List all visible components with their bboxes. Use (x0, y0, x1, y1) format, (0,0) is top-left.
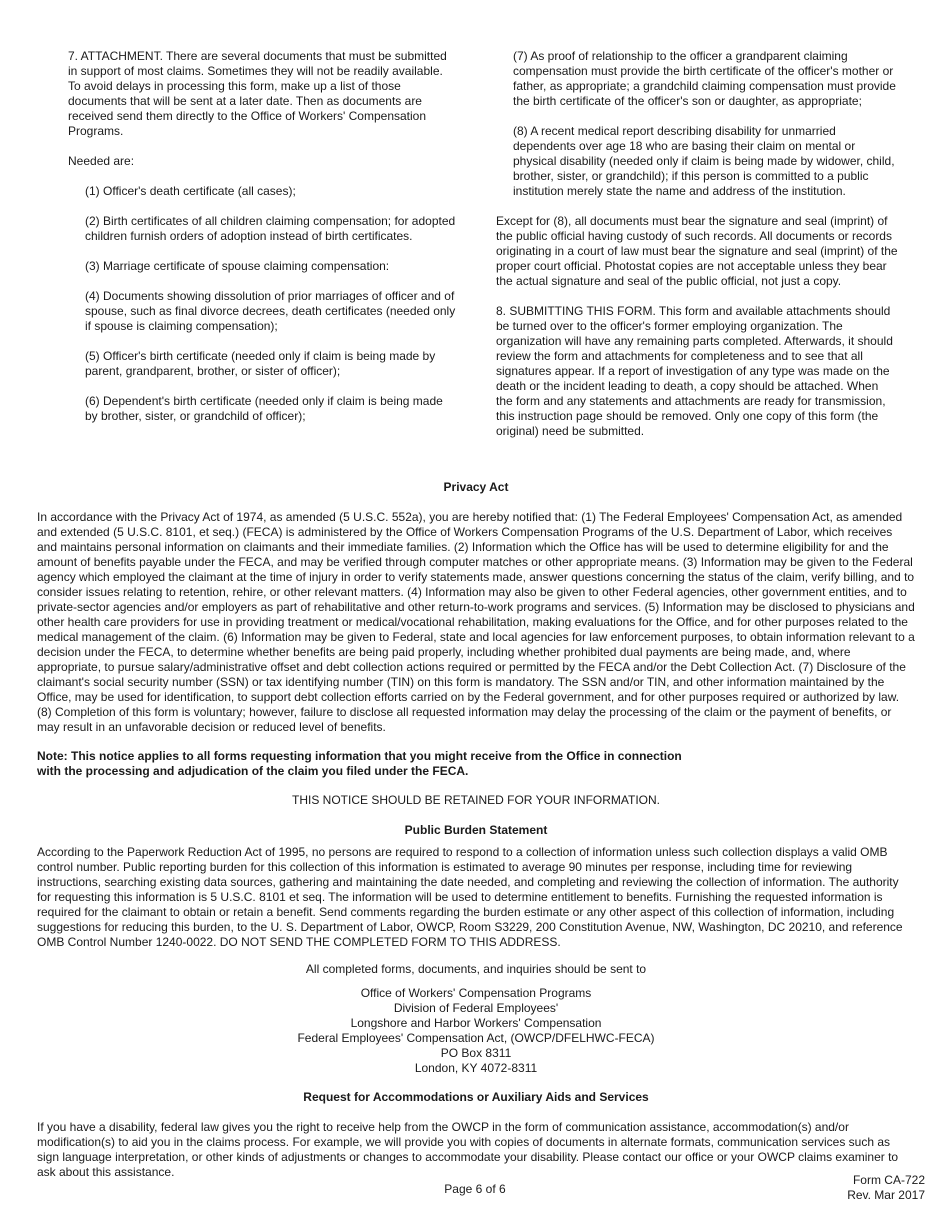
attachment-item-2: (2) Birth certificates of all children claiming compensation; for adopted children furnish orders of adoption instead of birth certificates. (85, 214, 456, 243)
sent-to-label: All completed forms, documents, and inquiries should be sent to (305, 962, 647, 976)
privacy-body: In accordance with the Privacy Act of 1974, as amended (5 U.S.C. 552a), you are hereby notified that: (1) The Federal Employees' Compensation Act, as amended and extended (5 U.S.C. 8101, et seq.) (FECA) is administered by the Office of Workers Compensation Programs of the U.S. Department of Labor, which receives and maintains personal information on claimants and their immediate families. (2) Information which the Office has will be used to determine eligibility for and the amount of benefits payable under the FECA, and may be verified through computer matches or other appropriate means. (3) Information may be given to the Federal agency which employed the claimant at the time of injury in order to verify statements made, answer questions concerning the status of the claim, verify billing, and to consider issues relating to retention, rehire, or other relevant matters. (4) Information may also be given to other Federal agencies, other government entities, and to private-sector agencies and/or employers as part of rehabilitative and other return-to-work programs and services. (5) Information may be disclosed to physicians and other health care providers for use in providing treatment or medical/vocational rehabilitation, making evaluations for the Office, and for other purposes related to the medical management of the claim. (6) Information may be given to Federal, state and local agencies for law enforcement purposes, to obtain information relevant to a decision under the FECA, to determine whether benefits are being paid properly, including whether prohibited dual payments are being made, and, where appropriate, to pursue salary/administrative offset and debt collection actions required or permitted by the FECA and/or the Debt Collection Act. (7) Disclosure of the claimant's social security number (SSN) or tax identifying number (TIN) on this form is mandatory. The SSN and/or TIN, and other information maintained by the Office, may be used for identification, to support debt collection efforts carried on by the Federal government, and for other purposes required or authorized by law. (8) Completion of this form is voluntary; however, failure to disclose all requested information may delay the processing of the claim or the payment of benefits, or may result in an unfavorable decision or reduced level of benefits. (37, 510, 915, 734)
address-line-5: PO Box 8311 (440, 1046, 512, 1060)
form-revision: Rev. Mar 2017 (847, 1188, 925, 1202)
attachment-except-note: Except for (8), all documents must bear the signature and seal (imprint) of the public official having custody of such records. All documents or records originating in a court of law must bear the signature and seal (imprint) of the proper court official. Photostat copies are not acceptable unless they bear the actual signature and seal of the public official, not just a copy. (496, 214, 898, 288)
accommodations-body: If you have a disability, federal law gives you the right to receive help from the OWCP in the form of communication assistance, accommodation(s) and/or modification(s) to aid you in the claims process. For example, we will provide you with copies of documents in alternate formats, communication services such as sign language interpretation, or other kinds of adjustments or changes to accommodate your disability. Please contact our office or your OWCP claims examiner to ask about this assistance. (37, 1120, 899, 1179)
attachment-item-8: (8) A recent medical report describing disability for unmarried dependents over age 18 who are basing their claim on mental or physical disability (needed only if claim is being made by widower, child, brother, sister, or grandchild); if this person is committed to a public institution merely state the name and address of the institution. (513, 124, 895, 198)
address-line-1: Office of Workers' Compensation Programs (360, 986, 592, 1000)
address-line-3: Longshore and Harbor Workers' Compensation (350, 1016, 602, 1030)
needed-label: Needed are: (68, 154, 135, 168)
page-number: Page 6 of 6 (444, 1182, 506, 1196)
address-line-4: Federal Employees' Compensation Act, (OWCP/DFELHWC-FECA) (297, 1031, 655, 1045)
submitting-section: 8. SUBMITTING THIS FORM. This form and available attachments should be turned over to the officer's former employing organization. The organization will have any remaining parts completed. Afterwards, it should review the form and attachments for completeness and to see that all signatures appear. If a report of investigation of any type was made on the death or the incident leading to death, a copy should be attached. When the form and any statements and attachments are ready for transmission, this instruction page should be removed. Only one copy of this form (the original) need be submitted. (496, 304, 893, 438)
privacy-note-line-1: Note: This notice applies to all forms requesting information that you might receive from the Office in connection (37, 749, 682, 763)
burden-heading: Public Burden Statement (404, 823, 548, 837)
attachment-item-1: (1) Officer's death certificate (all cases); (85, 184, 296, 198)
mailing-address (37, 986, 915, 1076)
attachment-item-4: (4) Documents showing dissolution of prior marriages of officer and of spouse, such as final divorce decrees, death certificates (needed only if spouse is claiming compensation); (85, 289, 456, 333)
attachment-intro: 7. ATTACHMENT. There are several documents that must be submitted in support of most claims. Sometimes they will not be readily available. To avoid delays in processing this form, make up a list of those documents that will be sent at a later date. Then as documents are received send them directly to the Office of Workers' Compensation Programs. (68, 49, 447, 138)
attachment-item-3: (3) Marriage certificate of spouse claiming compensation: (85, 259, 390, 273)
attachment-item-5: (5) Officer's birth certificate (needed only if claim is being made by parent, grandparent, brother, or sister of officer); (85, 349, 436, 378)
form-id (847, 1173, 925, 1203)
accommodations-heading: Request for Accommodations or Auxiliary Aids and Services (303, 1090, 649, 1104)
form-number: Form CA-722 (852, 1173, 925, 1187)
privacy-heading: Privacy Act (443, 480, 509, 494)
attachment-item-6: (6) Dependent's birth certificate (needed only if claim is being made by brother, sister, or grandchild of officer); (85, 394, 443, 423)
privacy-note (37, 749, 915, 779)
attachment-item-7: (7) As proof of relationship to the officer a grandparent claiming compensation must provide the birth certificate of the officer's mother or father, as appropriate; a grandchild claiming compensation must provide the birth certificate of the officer's son or daughter, as appropriate; (513, 49, 896, 108)
address-line-2: Division of Federal Employees' (393, 1001, 559, 1015)
address-line-6: London, KY 4072-8311 (414, 1061, 538, 1075)
privacy-note-line-2: with the processing and adjudication of the claim you filed under the FECA. (37, 764, 469, 778)
left-column (68, 49, 458, 439)
right-column (496, 49, 898, 454)
retain-notice: THIS NOTICE SHOULD BE RETAINED FOR YOUR INFORMATION. (291, 793, 661, 807)
burden-body: According to the Paperwork Reduction Act of 1995, no persons are required to respond to a collection of information unless such collection displays a valid OMB control number. Public reporting burden for this collection of this information is estimated to average 90 minutes per response, including time for reviewing instructions, searching existing data sources, gathering and maintaining the date needed, and completing and reviewing the collection of information. The authority for requesting this information is 5 U.S.C. 8101 et seq. The information will be used to determine entitlement to benefits. Furnishing the requested information is required for the claimant to obtain or retain a benefit. Send comments regarding the burden estimate or any other aspect of this collection of information, including suggestions for reducing this burden, to the U. S. Department of Labor, OWCP, Room S3229, 200 Constitution Avenue, NW, Washington, DC 20210, and reference OMB Control Number 1240-0022. DO NOT SEND THE COMPLETED FORM TO THIS ADDRESS. (37, 845, 903, 949)
